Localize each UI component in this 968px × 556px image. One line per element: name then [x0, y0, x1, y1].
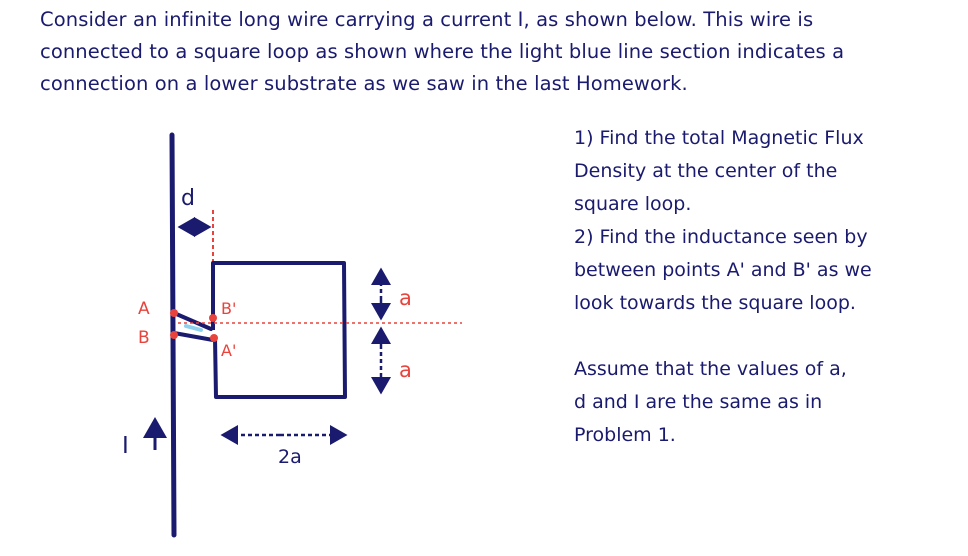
lower-substrate-segment [186, 326, 201, 330]
point-B-prime [209, 314, 217, 322]
label-d: d [181, 186, 195, 211]
assume-line-1: Assume that the values of a, [574, 358, 847, 380]
label-A: A [138, 299, 150, 319]
question-line-2: Density at the center of the [574, 160, 838, 182]
label-a-bottom: a [399, 358, 412, 382]
label-B-prime: B' [221, 299, 237, 318]
label-B: B [138, 328, 150, 348]
assume-line-2: d and I are the same as in [574, 391, 823, 413]
intro-line-3: connection on a lower substrate as we saw in the last Homework. [40, 72, 688, 95]
intro-line-2: connected to a square loop as shown where the light blue line section indicates a [40, 40, 845, 63]
point-B [170, 331, 178, 339]
label-2a: 2a [278, 446, 302, 468]
label-I: I [122, 433, 129, 459]
square-loop [213, 263, 345, 397]
label-a-top: a [399, 286, 412, 310]
question-line-5: between points A' and B' as we [574, 259, 872, 281]
point-A [170, 309, 178, 317]
question-line-3: square loop. [574, 193, 692, 215]
assume-line-3: Problem 1. [574, 424, 676, 446]
question-line-6: look towards the square loop. [574, 292, 856, 314]
intro-line-1: Consider an infinite long wire carrying a current I, as shown below. This wire is [40, 8, 814, 31]
connection-B-to-A-prime [174, 333, 213, 340]
question-line-1: 1) Find the total Magnetic Flux [574, 127, 864, 149]
question-line-4: 2) Find the inductance seen by [574, 226, 868, 248]
point-A-prime [210, 334, 218, 342]
label-A-prime: A' [221, 341, 237, 360]
